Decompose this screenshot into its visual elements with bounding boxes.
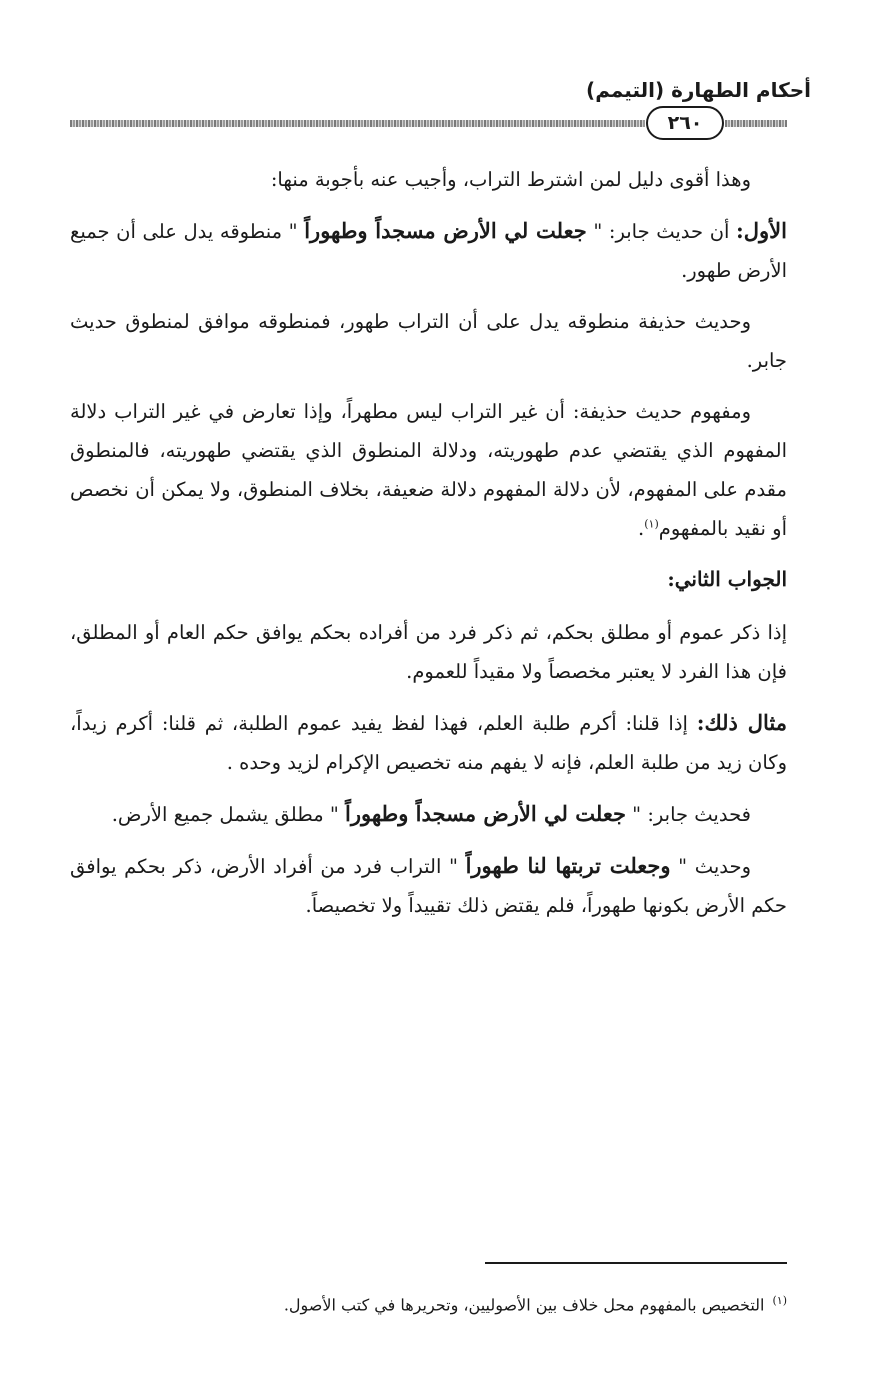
footnote	[137, 1288, 787, 1318]
paragraph-2-pre: أن حديث جابر: "	[586, 220, 737, 243]
footnote-text: التخصيص بالمفهوم محل خلاف بين الأصوليين، وتحريرها في كتب الأصول.	[283, 1295, 765, 1315]
paragraph-6	[70, 703, 787, 782]
header-rule-right	[725, 120, 787, 127]
paragraph-7	[70, 794, 787, 834]
example-label: مثال ذلك:	[696, 710, 787, 735]
hadith-quote-2: جعلت لي الأرض مسجداً وطهوراً	[345, 801, 626, 826]
hadith-quote-3: وجعلت تربتها لنا طهوراً	[465, 853, 671, 878]
footnote-reference: (١)	[644, 517, 659, 531]
paragraph-8-pre: وحديث "	[670, 855, 751, 878]
paragraph-2	[70, 211, 787, 290]
hadith-quote-1: جعلت لي الأرض مسجداً وطهوراً	[304, 218, 587, 243]
main-text	[70, 160, 787, 925]
paragraph-2-post: " منطوقه يدل على أن جميع الأرض طهور.	[70, 220, 787, 282]
paragraph-4-text: ومفهوم حديث حذيفة: أن غير التراب ليس مطهراً، وإذا تعارض في غير التراب دلالة المفهوم الذي يقتضي عدم طهوريته، ودلالة المنطوق الذي يقتضي طهوريته، فالمنطوق مقدم على المفهوم، لأن دلالة المفهوم دلالة ضعيفة، بخلاف المنطوق، ولا يمكن أن نخصص أو نقيد بالمفهوم	[70, 400, 787, 540]
paragraph-7-pre: فحديث جابر: "	[625, 803, 751, 826]
paragraph-4-end: .	[638, 517, 645, 540]
first-answer-label: الأول:	[736, 218, 787, 243]
paragraph-3: وحديث حذيفة منطوقه يدل على أن التراب طهور، فمنطوقه موافق لمنطوق حديث جابر.	[70, 310, 787, 372]
paragraph-5: إذا ذكر عموم أو مطلق بحكم، ثم ذكر فرد من أفراده بحكم يوافق حكم العام أو المطلق، فإن هذا الفرد لا يعتبر مخصصاً ولا مقيداً للعموم.	[70, 621, 787, 683]
paragraph-4	[70, 392, 787, 548]
paragraph-1: وهذا أقوى دليل لمن اشترط التراب، وأجيب عنه بأجوبة منها:	[270, 168, 751, 191]
running-title: أحكام الطهارة (التيمم)	[586, 78, 811, 102]
paragraph-8	[70, 846, 787, 925]
paragraph-6-text: إذا قلنا: أكرم طلبة العلم، فهذا لفظ يفيد عموم الطلبة، ثم قلنا: أكرم زيداً، وكان زيد من طلبة العلم، فإنه لا يفهم منه تخصيص الإكرام لزيد وحده .	[70, 712, 787, 774]
paragraph-8-post: " التراب فرد من أفراد الأرض، ذكر بحكم يوافق حكم الأرض بكونها طهوراً، فلم يقتض ذلك تقييداً ولا تخصيصاً.	[70, 855, 787, 917]
second-answer-heading: الجواب الثاني:	[667, 567, 787, 591]
page-number: ٢٦٠	[646, 106, 724, 140]
footnote-marker: (١)	[772, 1294, 787, 1307]
footnote-separator	[485, 1262, 787, 1264]
header-rule	[70, 120, 645, 127]
paragraph-7-post: " مطلق يشمل جميع الأرض.	[111, 803, 346, 826]
